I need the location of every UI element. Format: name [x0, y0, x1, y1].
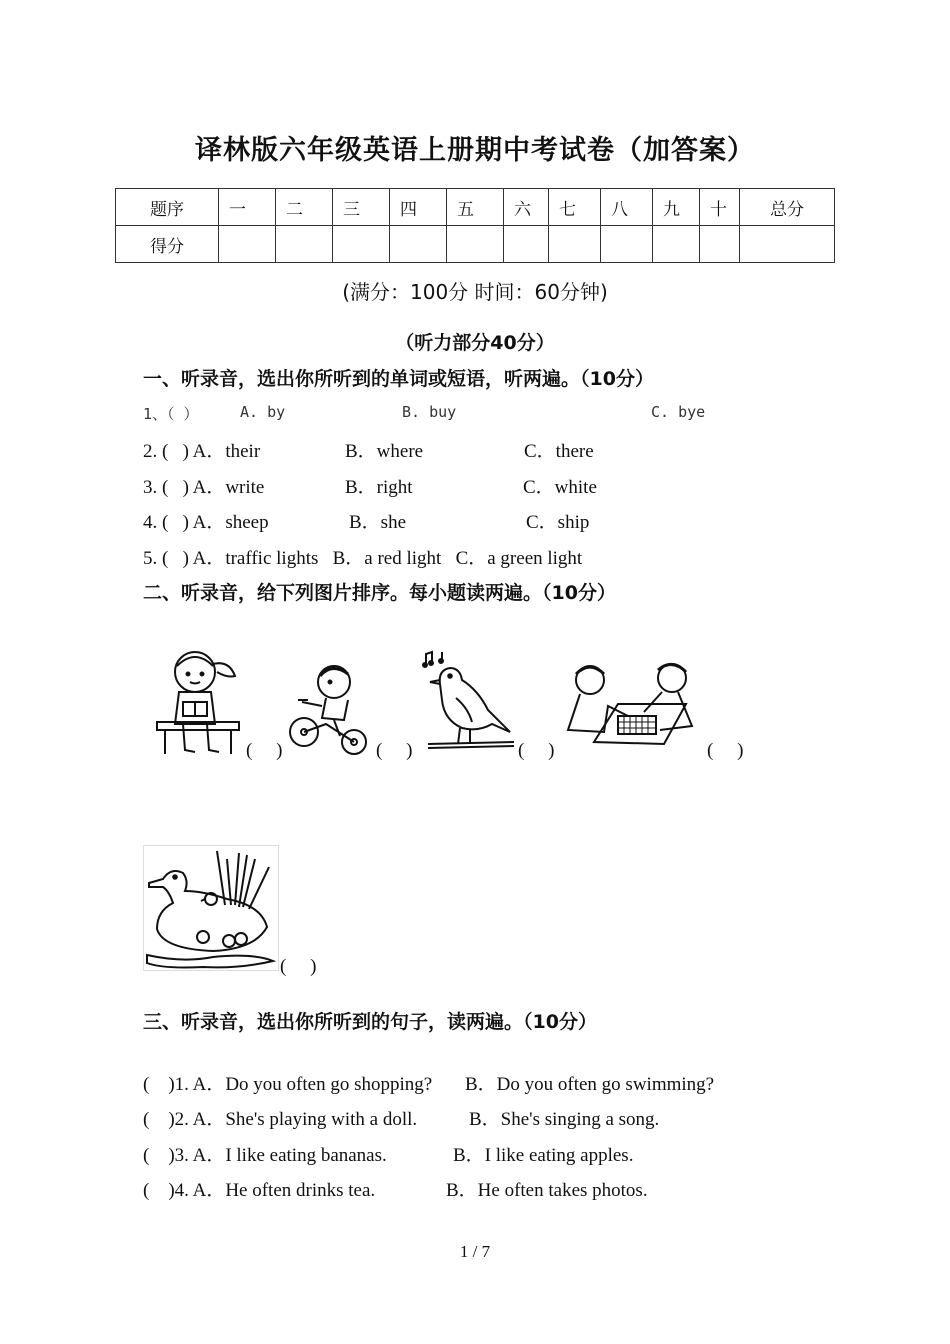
score-table-header-row [116, 189, 835, 226]
page-number: 1 / 7 [459, 1242, 491, 1261]
q1-number: 1、（ ） [143, 405, 199, 423]
q4-stem: 4. ( ) A．sheep [143, 512, 269, 533]
singing-bird-icon [422, 650, 516, 756]
q3-option-b: B．right [345, 477, 413, 498]
score-table-score-row [116, 226, 835, 263]
picture5-answer-blank[interactable]: ( ) [280, 956, 317, 977]
picture1-answer-blank[interactable]: ( ) [246, 740, 283, 761]
s3-q2-option-a: ( )2. A．She's playing with a doll. [143, 1109, 418, 1130]
score-cell[interactable] [601, 226, 653, 263]
boy-tricycle-icon [282, 660, 374, 758]
table-cell: 七 [549, 189, 601, 226]
table-cell: 一 [219, 189, 276, 226]
q1-option-c: C. bye [651, 403, 706, 421]
page-title: 译林版六年级英语上册期中考试卷（加答案） [195, 135, 755, 166]
table-cell: 六 [504, 189, 549, 226]
section1-heading: 一、听录音，选出你所听到的单词或短语，听两遍。（10分） [143, 368, 654, 390]
table-cell: 八 [601, 189, 653, 226]
table-cell: 四 [390, 189, 447, 226]
table-cell: 二 [276, 189, 333, 226]
score-cell[interactable] [549, 226, 601, 263]
s3-q4-option-b: B．He often takes photos. [446, 1180, 648, 1201]
q4-option-c: C．ship [526, 512, 590, 533]
q2-option-c: C．there [524, 441, 594, 462]
q5-line: 5. ( ) A．traffic lights B．a red light C．a green light [143, 548, 583, 569]
q2-stem: 2. ( ) A．their [143, 441, 261, 462]
score-cell[interactable] [390, 226, 447, 263]
score-cell[interactable] [276, 226, 333, 263]
table-cell: 九 [653, 189, 700, 226]
section3-heading: 三、听录音，选出你所听到的句子，读两遍。（10分） [143, 1011, 597, 1033]
q3-stem: 3. ( ) A．write [143, 477, 265, 498]
table-cell: 得分 [116, 226, 219, 263]
s3-q1-option-b: B．Do you often go swimming? [465, 1074, 715, 1095]
score-cell[interactable] [333, 226, 390, 263]
duck-ducklings-icon [143, 845, 279, 971]
score-cell[interactable] [700, 226, 740, 263]
table-cell: 三 [333, 189, 390, 226]
table-cell: 总分 [740, 189, 835, 226]
picture2-answer-blank[interactable]: ( ) [376, 740, 413, 761]
table-cell: 五 [447, 189, 504, 226]
score-cell[interactable] [447, 226, 504, 263]
score-cell[interactable] [504, 226, 549, 263]
listening-part-label: （听力部分40分） [395, 332, 555, 354]
score-cell[interactable] [740, 226, 835, 263]
exam-info: (满分：100分 时间：60分钟) [342, 280, 608, 304]
score-cell[interactable] [219, 226, 276, 263]
q1-option-b: B. buy [402, 403, 457, 421]
s3-q2-option-b: B．She's singing a song. [469, 1109, 660, 1130]
table-cell: 十 [700, 189, 740, 226]
picture4-answer-blank[interactable]: ( ) [707, 740, 744, 761]
q1-option-a: A. by [240, 403, 286, 421]
picture3-answer-blank[interactable]: ( ) [518, 740, 555, 761]
table-cell: 题序 [116, 189, 219, 226]
score-table [115, 188, 835, 263]
s3-q3-option-b: B．I like eating apples. [453, 1145, 634, 1166]
girl-reading-icon [155, 646, 241, 758]
s3-q4-option-a: ( )4. A．He often drinks tea. [143, 1180, 376, 1201]
q2-option-b: B．where [345, 441, 424, 462]
chess-players-icon [560, 660, 706, 750]
section2-heading: 二、听录音，给下列图片排序。每小题读两遍。（10分） [143, 582, 616, 604]
s3-q3-option-a: ( )3. A．I like eating bananas. [143, 1145, 387, 1166]
q4-option-b: B．she [349, 512, 407, 533]
score-cell[interactable] [653, 226, 700, 263]
q3-option-c: C．white [523, 477, 597, 498]
s3-q1-option-a: ( )1. A．Do you often go shopping? [143, 1074, 433, 1095]
